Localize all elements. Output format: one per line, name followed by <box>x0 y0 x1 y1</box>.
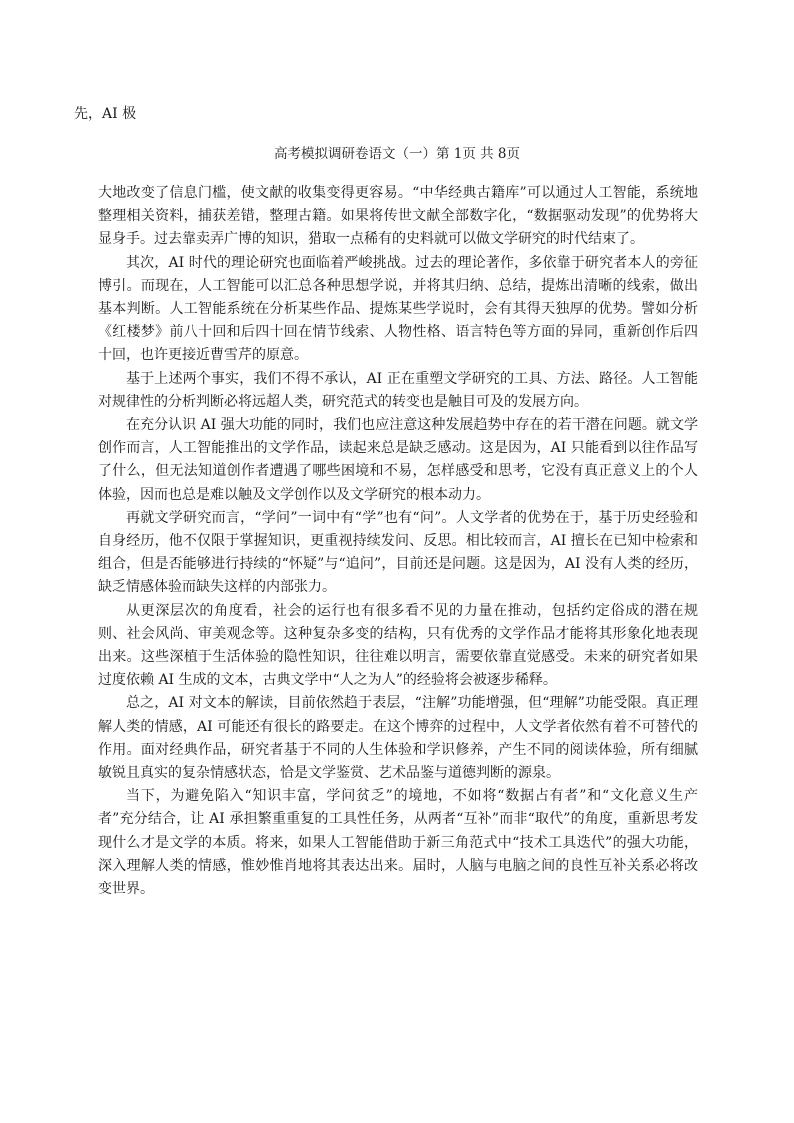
previous-page-fragment: 先，AI 极 <box>74 106 137 122</box>
paragraph: 再就文学研究而言，“学问”一词中有“学”也有“问”。人文学者的优势在于，基于历史经验和自身经历，他不仅限于掌握知识，更重视持续发问、反思。相比较而言，AI 擅长在已知中检索和组合，但是否能够进行持续的“怀疑”与“追问”，目前还是问题。这是因为，AI 没有人类的经历，缺乏情感体验而缺失这样的内部张力。 <box>98 509 698 596</box>
article-body <box>98 182 698 901</box>
paragraph: 当下，为避免陷入“知识丰富，学问贫乏”的境地，不如将“数据占有者”和“文化意义生产者”充分结合，让 AI 承担繁重重复的工具性任务，从两者“互补”而非“取代”的角度，重新思考发现什么才是文学的本质。将来，如果人工智能借助于新三角范式中“技术工具迭代”的强大功能，深入理解人类的情感，惟妙惟肖地将其表达出来。届时，人脑与电脑之间的良性互补关系必将改变世界。 <box>98 788 698 898</box>
paragraph: 总之，AI 对文本的解读，目前依然趋于表层，“注解”功能增强，但“理解”功能受限。真正理解人类的情感，AI 可能还有很长的路要走。在这个博弈的过程中，人文学者依然有着不可替代的作用。面对经典作品，研究者基于不同的人生体验和学识修养，产生不同的阅读体验，所有细腻敏锐且真实的复杂情感状态，恰是文学鉴赏、艺术品鉴与道德判断的源泉。 <box>98 695 698 782</box>
paragraph: 从更深层次的角度看，社会的运行也有很多看不见的力量在推动，包括约定俗成的潜在规则、社会风尚、审美观念等。这种复杂多变的结构，只有优秀的文学作品才能将其形象化地表现出来。这些深植于生活体验的隐性知识，往往难以明言，需要依靠直觉感受。未来的研究者如果过度依赖 AI 生成的文本，古典文学中“人之为人”的经验将会被逐步稀释。 <box>98 602 698 689</box>
paragraph-continued: 大地改变了信息门槛，使文献的收集变得更容易。“中华经典古籍库”可以通过人工智能，系统地整理相关资料，捕获差错，整理古籍。如果将传世文献全部数字化，“数据驱动发现”的优势将大显身手。过去靠卖弄广博的知识，猎取一点稀有的史料就可以做文学研究的时代结束了。 <box>98 185 698 248</box>
paragraph: 其次，AI 时代的理论研究也面临着严峻挑战。过去的理论著作，多依靠于研究者本人的旁征博引。而现在，人工智能可以汇总各种思想学说，并将其归纳、总结，提炼出清晰的线索，做出基本判断。人工智能系统在分析某些作品、提炼某些学说时，会有其得天独厚的优势。譬如分析《红楼梦》前八十回和后四十回在情节线索、人物性格、语言特色等方面的异同，重新创作后四十回，也许更接近曹雪芹的原意。 <box>98 254 698 364</box>
page-footer: 高考模拟调研卷语文（一）第 1页 共 8页 <box>273 146 521 162</box>
paragraph: 基于上述两个事实，我们不得不承认，AI 正在重塑文学研究的工具、方法、路径。人工智能对规律性的分析判断必将远超人类，研究范式的转变也是触目可及的发展方向。 <box>98 370 698 410</box>
paragraph: 在充分认识 AI 强大功能的同时，我们也应注意这种发展趋势中存在的若干潜在问题。就文学创作而言，人工智能推出的文学作品，读起来总是缺乏感动。这是因为，AI 只能看到以往作品写了什么，但无法知道创作者遭遇了哪些困境和不易，怎样感受和思考，它没有真正意义上的个人体验，因而也总是难以触及文学创作以及文学研究的根本动力。 <box>98 417 698 503</box>
